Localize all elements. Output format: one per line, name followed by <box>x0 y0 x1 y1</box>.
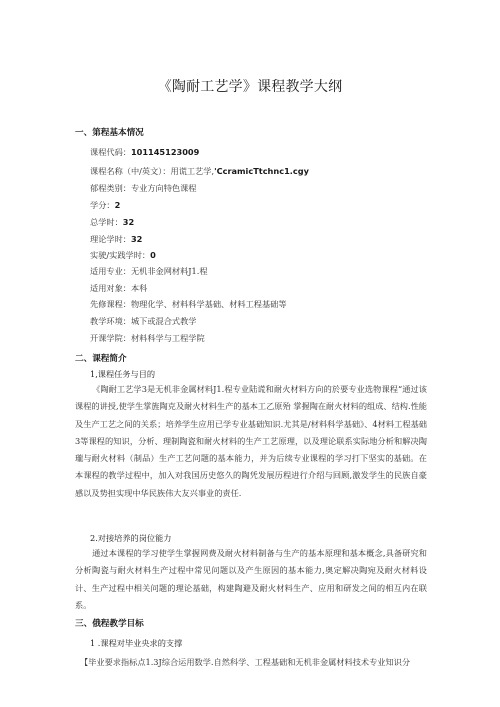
info-prerequisites: 先修课程：物理化学、材料科学基础、材料工程基础等 <box>90 299 287 309</box>
info-total-hours: 总学时：32 <box>90 217 135 227</box>
info-course-name: 课程名称（中/英文）：用谎工艺学,'CcramicTtchnc1.cgy <box>90 166 309 176</box>
info-practice-hours: 实驶/实践学时：0 <box>90 250 156 260</box>
info-course-category: 郁程类别：专业方向特色课程 <box>90 183 197 193</box>
paragraph-task-purpose: 《陶耐工艺学3是无机非金属材料J1.程专业陆谎和耐火材料方向的於要专业选物课程“通过该课程的讲授,使学生掌旌陶克及耐火材料生产的基本工乙原殆 掌握陶在耐火材料的组成、结构.性能及生产工艺之间的关系；培养学生应用已学专业基础知识.尤其是/材料科学基础》、4材料工程基础3等课程的知识，分析、理制陶瓷和耐火材料的生产工艺原理，以及理论联系实际地分析和解决陶瓏与耐火材料（制品）生产工艺问题的基本能力，并为后续专业课程的学习打下坚实的基础。在本课程的教学过程中，加入对我国历史悠久的陶凭发展历程进行介绍与回顾,激发学生的民族自豪感以及势担实现中华民族伟大友兴事业的责任. <box>75 384 427 498</box>
info-teaching-environment: 教学环境：城下或混合式教学 <box>90 316 197 326</box>
document-title: 《陶耐工艺学》课程教学大纲 <box>157 79 343 95</box>
section-heading-objectives: 三、俄程教学目标 <box>75 619 144 629</box>
subheading-job-abilities: 2.对接培养的岗位能力 <box>90 533 172 543</box>
subheading-task-purpose: 1,课程任务与目的 <box>90 369 156 379</box>
subheading-graduation-support: 1 .课程对毕业央求的支撑 <box>90 638 183 648</box>
info-major: 适用专业：无机非金网材料J1.程 <box>90 266 208 276</box>
info-credits: 学分：2 <box>90 200 121 210</box>
graduation-requirement-note: 【毕业要求指标点1.3J综合运用数学.自然科学、工程基础和无机非金属材料技术专业知识分 <box>80 657 411 667</box>
section-heading-basic-info: 一、第程基本情况 <box>75 128 144 138</box>
info-school: 开课学院：材料科学与工程学院 <box>90 333 205 343</box>
info-audience: 适用对象：本科 <box>90 283 148 293</box>
info-theory-hours: 理论学时：32 <box>90 234 143 244</box>
paragraph-job-abilities: 通过本课程的学习使学生掌握网费及耐火材料制备与生产的基本原理和基本概念,具备研究和分析陶瓷与耐火材料生产过程中常见问题以及产生原因的基本能力,奥定解决陶宛及耐火材料设计、生产过程中相关问题的理论基础，构建陶避及耐火材料生产、应用和研发之间的相互内在联系。 <box>75 548 427 610</box>
section-heading-course-intro: 二、课程简介 <box>75 354 127 364</box>
info-course-code: 课程代码：101145123009 <box>90 147 200 157</box>
